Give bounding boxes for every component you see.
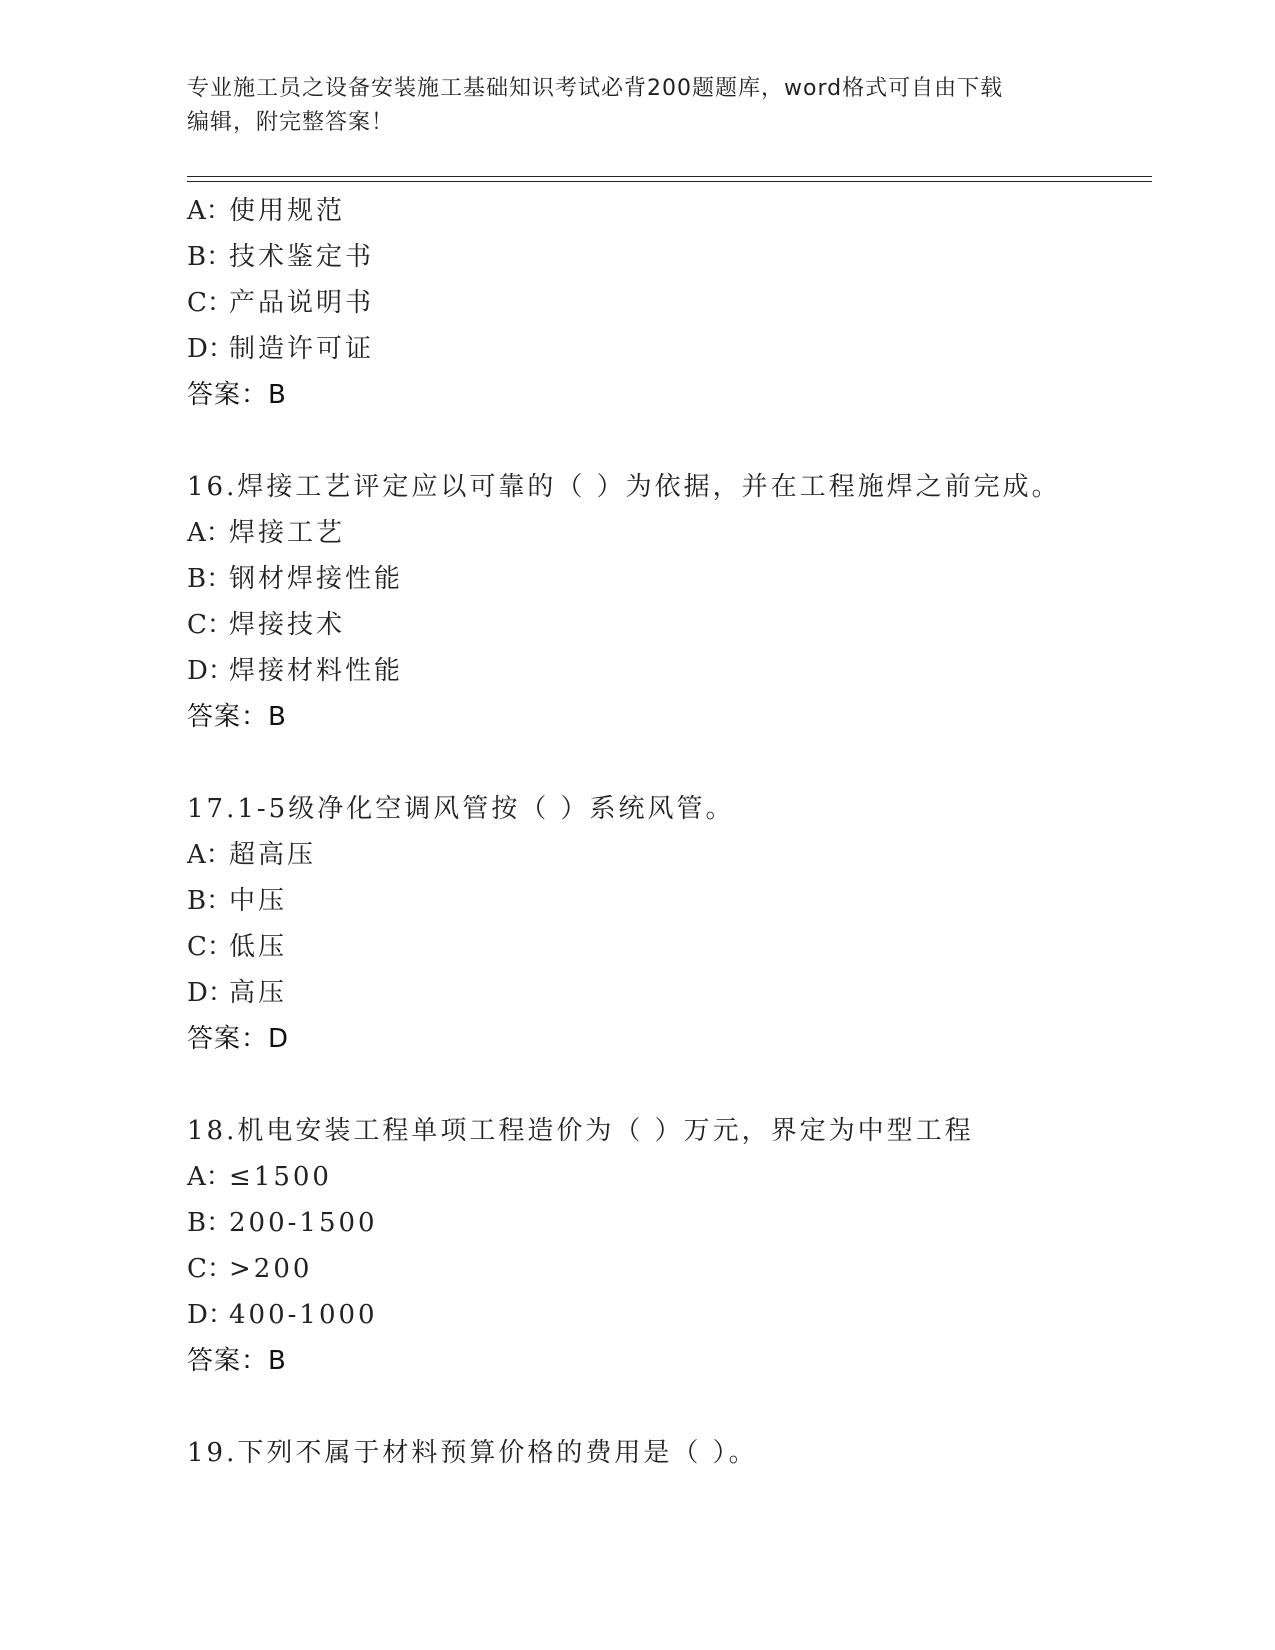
option-text: 制造许可证 [229,334,375,364]
question-16 [187,464,1152,740]
question-stem: 17.1-5级净化空调风管按（ ）系统风管。 [187,794,735,824]
option-key: C： [187,610,233,640]
option-text: ≤1500 [229,1162,332,1192]
option-text: 焊接技术 [229,610,346,640]
option-d [187,326,1152,372]
option-text: 焊接工艺 [229,518,346,548]
option-text: 200-1500 [229,1208,378,1238]
answer-line: 答案：B [187,702,287,732]
option-d [187,648,1152,694]
option-a [187,832,1152,878]
option-key: B： [187,564,233,594]
option-b [187,878,1152,924]
option-text: 钢材焊接性能 [229,564,404,594]
question-stem: 18.机电安装工程单项工程造价为（ ）万元，界定为中型工程 [187,1116,974,1146]
option-c [187,1246,1152,1292]
answer-line: 答案：D [187,1024,290,1054]
option-key: B： [187,1208,233,1238]
option-c [187,602,1152,648]
option-b [187,1200,1152,1246]
option-d [187,970,1152,1016]
question-17 [187,786,1152,1062]
option-key: C： [187,932,233,962]
option-a [187,1154,1152,1200]
option-key: B： [187,886,233,916]
option-text: 使用规范 [229,196,346,226]
option-a [187,188,1152,234]
option-key: B： [187,242,233,272]
option-text: 高压 [229,978,288,1008]
option-d [187,1292,1152,1338]
option-key: A： [187,1162,232,1192]
option-text: 低压 [229,932,288,962]
option-key: D： [187,334,234,364]
question-stem: 19.下列不属于材料预算价格的费用是（ ）。 [187,1438,758,1468]
option-key: D： [187,978,234,1008]
option-key: C： [187,288,233,318]
question-list [187,188,1152,1522]
header-divider-bottom [187,181,1152,182]
option-a [187,510,1152,556]
answer-line: 答案：B [187,380,287,410]
header-line-2: 编辑，附完整答案！ [187,110,395,135]
option-text: 超高压 [229,840,317,870]
question-18 [187,1108,1152,1384]
answer-line: 答案：B [187,1346,287,1376]
option-key: A： [187,840,232,870]
question-19 [187,1430,1152,1476]
option-b [187,556,1152,602]
option-text: 技术鉴定书 [229,242,375,272]
option-text: 中压 [229,886,288,916]
option-text: 400-1000 [229,1300,378,1330]
option-key: D： [187,656,234,686]
option-key: A： [187,196,232,226]
option-key: A： [187,518,232,548]
option-b [187,234,1152,280]
header-divider-top [187,176,1152,177]
option-c [187,924,1152,970]
option-text: >200 [229,1254,313,1284]
option-key: C： [187,1254,233,1284]
question-stem: 16.焊接工艺评定应以可靠的（ ）为依据，并在工程施焊之前完成。 [187,472,1061,502]
option-key: D： [187,1300,234,1330]
header-line-1: 专业施工员之设备安装施工基础知识考试必背200题题库，word格式可自由下载 [187,76,1004,101]
option-c [187,280,1152,326]
option-text: 焊接材料性能 [229,656,404,686]
option-text: 产品说明书 [229,288,375,318]
document-header [187,72,1067,140]
question-15 [187,188,1152,418]
